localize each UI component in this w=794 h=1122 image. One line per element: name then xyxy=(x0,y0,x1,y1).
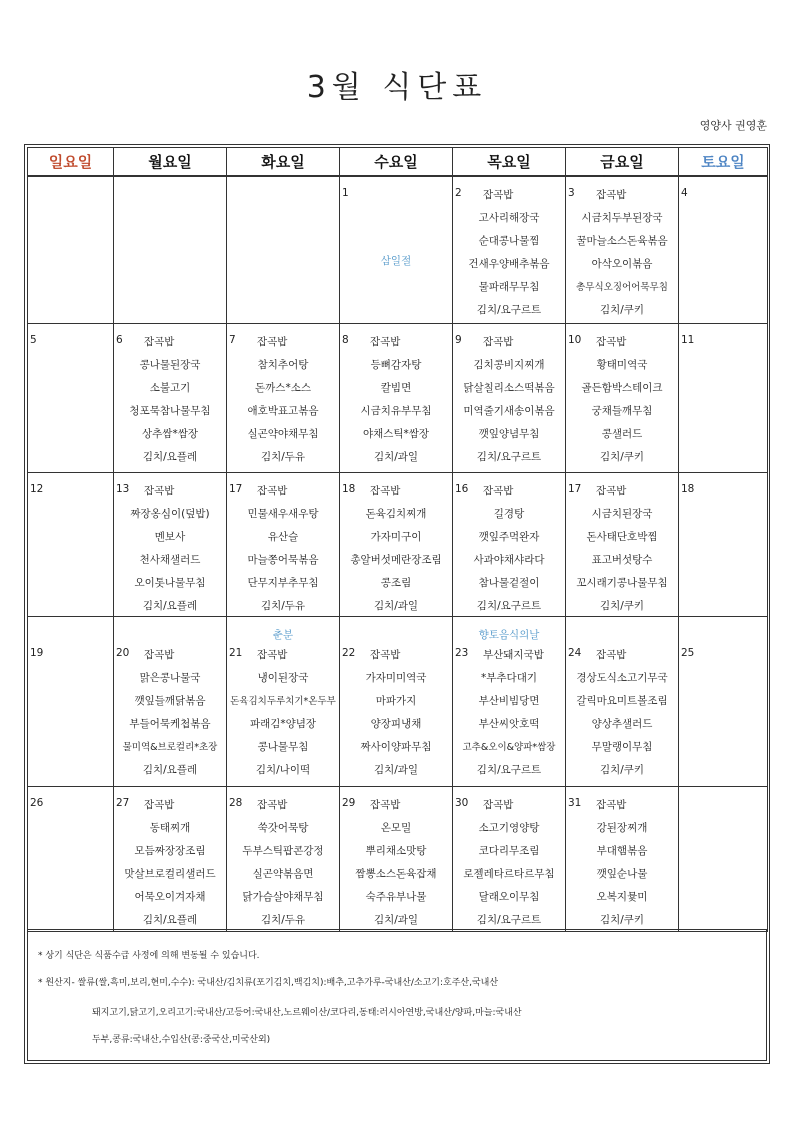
page-title: 3월 식단표 xyxy=(306,70,488,105)
menu-item: 김치/요플레 xyxy=(142,600,198,612)
menu-item: 맑은콩나물국 xyxy=(139,672,201,684)
day-cell xyxy=(340,176,453,324)
weekday-tuesday: 화요일 xyxy=(227,148,340,177)
menu-item: 건새우양배추볶음 xyxy=(468,258,550,270)
menu-item: 닭살칠리소스떡볶음 xyxy=(463,382,555,394)
menu-item: 길경탕 xyxy=(493,508,525,520)
weekday-monday: 월요일 xyxy=(114,148,227,177)
menu-item: 잡곡밥 xyxy=(596,649,627,661)
menu-item: 달래오이무침 xyxy=(478,891,540,903)
menu-item: 총무식오징어어묵무침 xyxy=(576,282,668,293)
day-cell xyxy=(340,617,453,787)
menu-item: 강된장찌개 xyxy=(596,822,648,834)
menu-item: 갈릭마요미트볼조림 xyxy=(576,695,668,707)
menu-item: 김치/쿠키 xyxy=(599,600,645,612)
menu-item: 잡곡밥 xyxy=(144,485,175,497)
menu-item: 소고기영양탕 xyxy=(478,822,540,834)
menu-item: 닭가슴살야채무침 xyxy=(242,891,324,903)
day-cell xyxy=(453,473,566,617)
day-number: 8 xyxy=(342,334,349,346)
menu-item: 깻잎들깨닭볶음 xyxy=(134,695,206,707)
menu-item: 부들어묵케첩볶음 xyxy=(129,718,211,730)
menu-item: 표고버섯탕수 xyxy=(591,554,653,566)
day-number: 2 xyxy=(455,187,462,199)
day-cell xyxy=(114,787,227,932)
origin-line: 돼지고기,닭고기,오리고기:국내산/고등어:국내산,노르웨이산/코다리,동태:러시아연방,국내산/양파,마늘:국내산 xyxy=(92,1008,522,1018)
day-cell xyxy=(679,617,768,787)
day-number: 9 xyxy=(455,334,462,346)
menu-item: 등뼈감자탕 xyxy=(370,359,422,371)
menu-item: 실곤약볶음면 xyxy=(252,868,314,880)
menu-item: 잡곡밥 xyxy=(257,336,288,348)
day-number: 13 xyxy=(116,483,130,495)
menu-item: 김치/요플레 xyxy=(142,451,198,463)
day-cell xyxy=(679,473,768,617)
day-number: 11 xyxy=(681,334,695,346)
day-cell xyxy=(114,176,227,324)
day-cell xyxy=(114,324,227,473)
day-cell xyxy=(453,617,566,787)
day-cell xyxy=(227,787,340,932)
weekday-saturday: 토요일 xyxy=(679,148,768,177)
menu-item: 가자미미역국 xyxy=(365,672,427,684)
menu-item: 고사리해장국 xyxy=(478,212,540,224)
menu-item: 돈까스*소스 xyxy=(255,382,311,394)
menu-item: 꼬시래기콩나물무침 xyxy=(576,577,668,589)
menu-item: 콩나물무침 xyxy=(257,741,309,753)
day-number: 3 xyxy=(568,187,575,199)
menu-item: 잡곡밥 xyxy=(144,336,175,348)
day-cell xyxy=(679,324,768,473)
menu-item: 김치/요구르트 xyxy=(476,304,542,316)
day-cell xyxy=(679,787,768,932)
menu-item: 가자미구이 xyxy=(370,531,422,543)
menu-item: 부산돼지국밥 xyxy=(483,649,544,661)
holiday-label: 삼일절 xyxy=(380,255,412,267)
menu-item: 시금치두부된장국 xyxy=(581,212,663,224)
menu-item: 로젤레타르타르무침 xyxy=(463,868,555,880)
menu-item: 마파가지 xyxy=(375,695,417,707)
day-cell xyxy=(679,176,768,324)
calendar-body xyxy=(28,176,768,932)
day-number: 31 xyxy=(568,797,582,809)
menu-item: 코다리무조림 xyxy=(478,845,540,857)
menu-item: 잡곡밥 xyxy=(483,189,514,201)
menu-item: 파래김*양념장 xyxy=(249,718,317,730)
menu-item: 잡곡밥 xyxy=(144,649,175,661)
menu-item: 단무지부추무침 xyxy=(247,577,319,589)
menu-item: 숙주유부나물 xyxy=(365,891,427,903)
day-number: 10 xyxy=(568,334,582,346)
menu-item: 뿌리채소맛탕 xyxy=(365,845,427,857)
menu-item: 양상추샐러드 xyxy=(591,718,653,730)
menu-item: 김치/쿠키 xyxy=(599,304,645,316)
day-cell xyxy=(566,473,679,617)
day-cell xyxy=(566,324,679,473)
day-number: 23 xyxy=(455,647,469,659)
menu-item: 콩나물된장국 xyxy=(139,359,201,371)
special-day-label: 춘분 xyxy=(272,629,294,641)
menu-item: 김치/쿠키 xyxy=(599,451,645,463)
menu-item: 김치/두유 xyxy=(260,600,306,612)
week-row xyxy=(28,787,768,932)
menu-item: 김치/두유 xyxy=(260,914,306,926)
day-cell xyxy=(227,324,340,473)
day-number: 17 xyxy=(229,483,243,495)
week-row xyxy=(28,324,768,473)
menu-item: 궁채들깨무침 xyxy=(591,405,653,417)
week-row xyxy=(28,617,768,787)
menu-item: 부산씨앗호떡 xyxy=(478,718,540,730)
menu-item: 김치/요구르트 xyxy=(476,764,542,776)
menu-item: 김치/요플레 xyxy=(142,914,198,926)
day-number: 22 xyxy=(342,647,356,659)
menu-item: 오복지뮻미 xyxy=(596,891,648,903)
menu-item: 부대햄볶음 xyxy=(596,845,648,857)
menu-item: 경상도식소고기무국 xyxy=(576,672,668,684)
menu-item: 콩샐러드 xyxy=(601,428,643,440)
notice-line: * 상기 식단은 식품수급 사정에 의해 변동될 수 있습니다. xyxy=(38,951,260,961)
menu-item: 김치/과일 xyxy=(373,600,419,612)
weekday-sunday: 일요일 xyxy=(28,148,114,177)
menu-item: 잡곡밥 xyxy=(370,485,401,497)
menu-item: 김치/두유 xyxy=(260,451,306,463)
day-number: 28 xyxy=(229,797,243,809)
day-cell xyxy=(227,617,340,787)
weekday-wednesday: 수요일 xyxy=(340,148,453,177)
menu-item: 실곤약야채무침 xyxy=(247,428,319,440)
menu-item: 무말랭이무침 xyxy=(591,741,653,753)
day-number: 26 xyxy=(30,797,44,809)
menu-item: 고추&오이&양파*쌈장 xyxy=(462,742,556,753)
menu-item: 동태찌개 xyxy=(149,822,191,834)
day-cell xyxy=(28,473,114,617)
menu-item: 잡곡밥 xyxy=(596,485,627,497)
day-number: 16 xyxy=(455,483,469,495)
menu-item: 온모밀 xyxy=(380,822,412,834)
day-number: 4 xyxy=(681,187,688,199)
menu-item: 총알버섯메란장조림 xyxy=(350,554,442,566)
menu-item: 오이톳나물무침 xyxy=(134,577,206,589)
menu-item: 잡곡밥 xyxy=(370,799,401,811)
weekday-thursday: 목요일 xyxy=(453,148,566,177)
menu-item: 콩조림 xyxy=(380,577,412,589)
menu-item: 돈사태단호박찜 xyxy=(586,531,658,543)
day-number: 7 xyxy=(229,334,236,346)
menu-item: *부추다대기 xyxy=(481,672,537,684)
menu-item: 사과야채샤라다 xyxy=(473,554,545,566)
menu-item: 황태미역국 xyxy=(596,359,648,371)
origin-line: 두부,콩류:국내산,수입산(콩:중국산,미국산외) xyxy=(92,1035,271,1045)
menu-item: 천사채샐러드 xyxy=(139,554,201,566)
menu-item: 김치/쿠키 xyxy=(599,764,645,776)
menu-item: 두부스틱팝콘강정 xyxy=(242,845,324,857)
notes-box xyxy=(27,929,767,1061)
menu-item: 멘보사 xyxy=(154,531,186,543)
menu-item: 물파래무무침 xyxy=(478,281,540,293)
day-cell xyxy=(566,617,679,787)
menu-item: 민물새우새우탕 xyxy=(247,508,319,520)
day-number: 24 xyxy=(568,647,582,659)
menu-item: 깻잎주먹완자 xyxy=(478,531,540,543)
menu-item: 잡곡밥 xyxy=(596,336,627,348)
menu-item: 마늘쫑어묵볶음 xyxy=(247,554,319,566)
menu-item: 소불고기 xyxy=(149,382,191,394)
weekday-friday: 금요일 xyxy=(566,148,679,177)
menu-item: 모듬짜장장조림 xyxy=(134,845,206,857)
menu-item: 잡곡밥 xyxy=(370,649,401,661)
day-number: 5 xyxy=(30,334,37,346)
day-cell xyxy=(453,176,566,324)
menu-item: 순대콩나물찜 xyxy=(478,235,540,247)
menu-item: 잡곡밥 xyxy=(483,336,514,348)
week-row xyxy=(28,473,768,617)
day-number: 25 xyxy=(681,647,695,659)
menu-item: 시금치유부무침 xyxy=(360,405,432,417)
day-cell xyxy=(227,473,340,617)
day-number: 21 xyxy=(229,647,243,659)
menu-item: 어묵오이겨자채 xyxy=(134,891,206,903)
week-row xyxy=(28,176,768,324)
menu-item: 짜사이양파무침 xyxy=(360,741,432,753)
menu-item: 잡곡밥 xyxy=(483,485,514,497)
menu-item: 깻잎순나물 xyxy=(596,868,648,880)
menu-item: 양장피냉채 xyxy=(370,718,422,730)
menu-item: 돈육김치찌개 xyxy=(365,508,427,520)
menu-item: 야채스틱*쌈장 xyxy=(362,428,430,440)
menu-item: 김치/요구르트 xyxy=(476,914,542,926)
day-cell xyxy=(227,176,340,324)
menu-item: 김치/쿠키 xyxy=(599,914,645,926)
day-cell xyxy=(28,176,114,324)
day-number: 17 xyxy=(568,483,582,495)
menu-item: 애호박표고볶음 xyxy=(247,405,319,417)
day-cell xyxy=(340,787,453,932)
day-number: 30 xyxy=(455,797,469,809)
menu-item: 유산슬 xyxy=(267,531,299,543)
menu-item: 잡곡밥 xyxy=(596,189,627,201)
menu-item: 청포묵참나물무침 xyxy=(129,405,211,417)
menu-item: 잡곡밥 xyxy=(483,799,514,811)
day-number: 20 xyxy=(116,647,130,659)
menu-item: 아삭오이볶음 xyxy=(591,258,653,270)
menu-item: 잡곡밥 xyxy=(257,485,288,497)
menu-item: 잡곡밥 xyxy=(370,336,401,348)
menu-calendar xyxy=(27,147,768,932)
menu-item: 참나물겉절이 xyxy=(478,577,540,589)
menu-item: 꿀마늘소스돈육볶음 xyxy=(576,235,668,247)
menu-item: 짜장옹심이(덮밥) xyxy=(130,508,210,520)
menu-item: 맛살브로컬리샐러드 xyxy=(124,868,216,880)
menu-item: 참치추어탕 xyxy=(257,359,309,371)
day-number: 29 xyxy=(342,797,356,809)
day-number: 27 xyxy=(116,797,130,809)
menu-item: 김치/요구르트 xyxy=(476,600,542,612)
menu-item: 잡곡밥 xyxy=(257,649,288,661)
menu-item: 김치콩비지찌개 xyxy=(473,359,545,371)
dietitian-name: 영양사 권영훈 xyxy=(699,119,767,132)
menu-item: 냉이된장국 xyxy=(257,672,309,684)
menu-item: 잡곡밥 xyxy=(144,799,175,811)
day-cell xyxy=(566,176,679,324)
day-cell xyxy=(340,473,453,617)
menu-item: 부산비빔당면 xyxy=(478,695,540,707)
day-cell xyxy=(28,617,114,787)
day-cell xyxy=(28,787,114,932)
menu-item: 김치/과일 xyxy=(373,914,419,926)
menu-item: 깻잎양념무침 xyxy=(478,428,540,440)
day-number: 19 xyxy=(30,647,44,659)
day-cell xyxy=(114,617,227,787)
day-cell xyxy=(114,473,227,617)
day-number: 12 xyxy=(30,483,44,495)
menu-item: 돈육김치두루치기*온두부 xyxy=(230,696,336,707)
day-cell xyxy=(453,787,566,932)
menu-item: 골든함박스테이크 xyxy=(581,382,663,394)
menu-item: 김치/나이떡 xyxy=(255,764,311,776)
day-cell xyxy=(566,787,679,932)
weekday-header-row xyxy=(28,148,768,177)
menu-item: 김치/요구르트 xyxy=(476,451,542,463)
day-cell xyxy=(340,324,453,473)
day-number: 18 xyxy=(681,483,695,495)
day-cell xyxy=(28,324,114,473)
origin-line: * 원산지- 쌀류(쌀,흑미,보리,현미,수수): 국내산/김치류(포기김치,백김치):배추,고추가루-국내산/소고기:호주산,국내산 xyxy=(38,978,499,988)
menu-item: 시금치된장국 xyxy=(591,508,653,520)
menu-item: 짬뽕소스돈육잡채 xyxy=(355,868,437,880)
menu-item: 잡곡밥 xyxy=(596,799,627,811)
day-cell xyxy=(453,324,566,473)
menu-item: 칼빔면 xyxy=(380,382,412,394)
menu-item: 물미역&브로컬리*초장 xyxy=(122,742,218,753)
menu-item: 김치/과일 xyxy=(373,451,419,463)
menu-item: 김치/요플레 xyxy=(142,764,198,776)
special-day-label: 향토음식의날 xyxy=(478,629,540,641)
menu-item: 김치/과일 xyxy=(373,764,419,776)
day-number: 6 xyxy=(116,334,123,346)
day-number: 18 xyxy=(342,483,356,495)
menu-item: 미역줄기새송이볶음 xyxy=(463,405,555,417)
day-number: 1 xyxy=(342,187,349,199)
menu-item: 상추쌈*쌈장 xyxy=(142,428,198,440)
menu-item: 쑥갓어묵탕 xyxy=(257,822,309,834)
menu-item: 잡곡밥 xyxy=(257,799,288,811)
